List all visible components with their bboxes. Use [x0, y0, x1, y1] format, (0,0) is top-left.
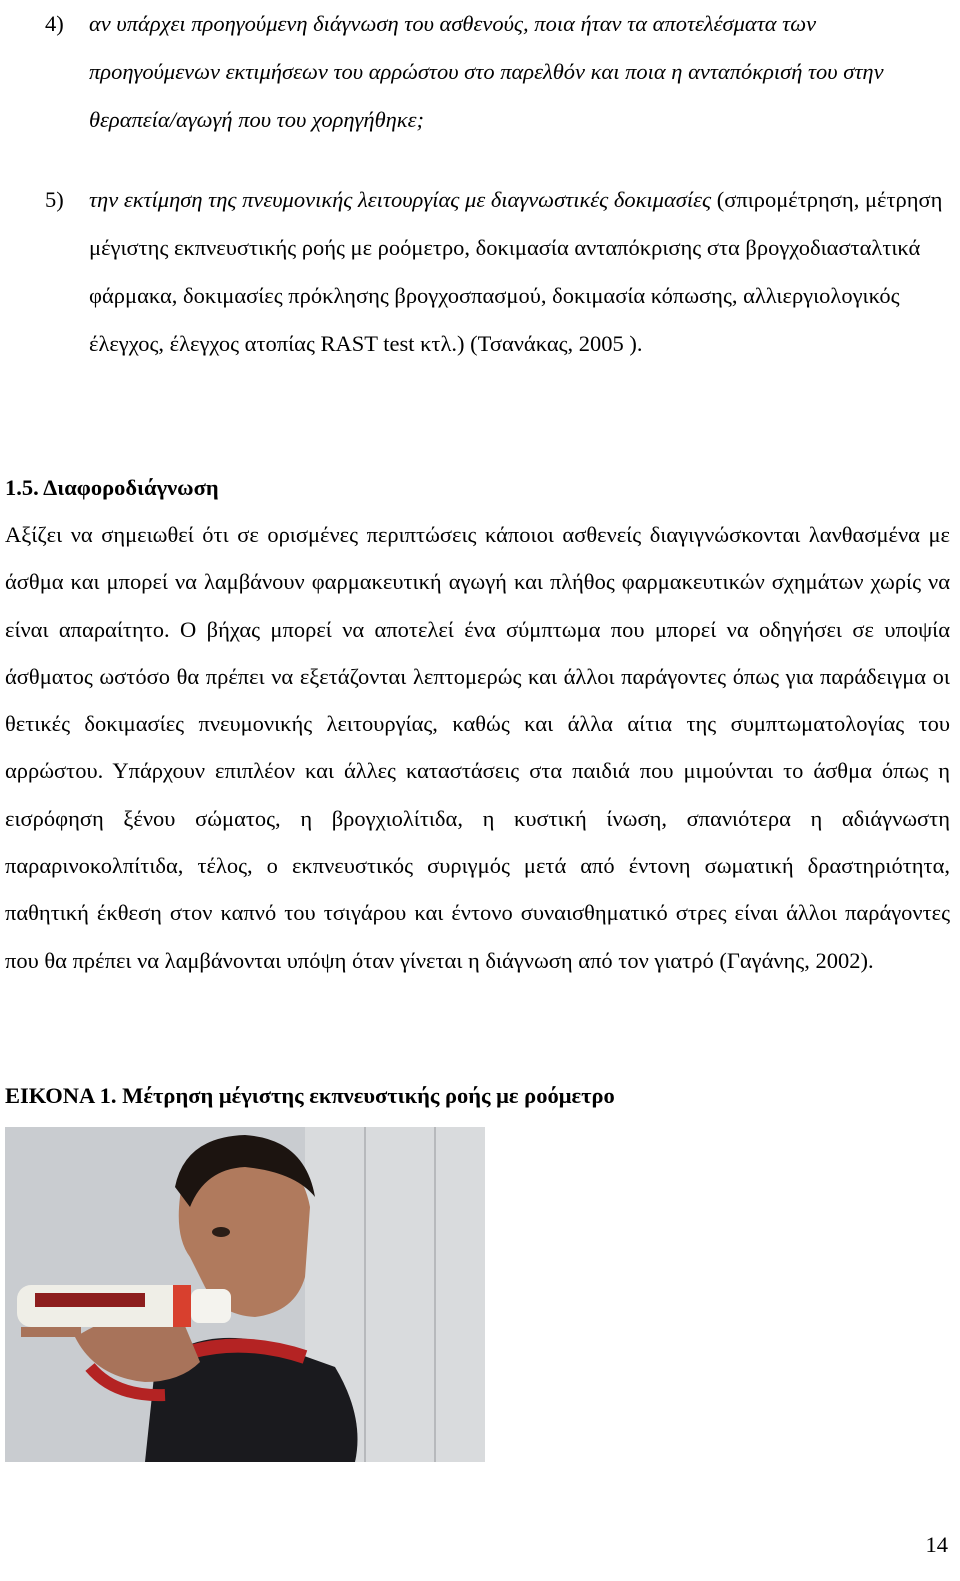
page-number: 14 — [925, 1532, 948, 1557]
figure-caption: ΕΙΚΟΝΑ 1. Μέτρηση μέγιστης εκπνευστικής ροής με ροόμετρο — [5, 1083, 615, 1108]
figure-photo — [5, 1127, 485, 1462]
body-paragraph: Αξίζει να σημειωθεί ότι σε ορισμένες περιπτώσεις κάποιοι ασθενείς διαγιγνώσκονται λανθασμένα με άσθμα και μπορεί να λαμβάνουν φαρμακευτική αγωγή και πλήθος φαρμακευτικών σχημάτων χωρίς να είναι απαραίτητο. Ο βήχας μπορεί να αποτελεί ένα σύμπτωμα που μπορεί να οδηγήσει σε υποψία άσθματος ωστόσο θα πρέπει να εξετάζονται λεπτομερώς και άλλοι παράγοντες όπως για παράδειγμα οι θετικές δοκιμασίες πνευμονικής λειτουργίας, καθώς και άλλα αίτια της συμπτωματολογίας του αρρώστου. Υπάρχουν επιπλέον και άλλες καταστάσεις στα παιδιά που μιμούνται το άσθμα όπως η εισρόφηση ξένου σώματος, η βρογχιολίτιδα, η κυστική ίνωση, σπανιότερα η αδιάγνωστη παραρινοκολπίτιδα, τέλος, ο εκπνευστικός συριγμός μετά από έντονη σωματική δραστηριότητα, παθητική έκθεση στον καπνό του τσιγάρου και έντονο συναισθηματικό στρες είναι άλλοι παράγοντες που θα πρέπει να λαμβάνονται υπόψη όταν γίνεται η διάγνωση από τον γιατρό (Γαγάνης, 2002). — [5, 522, 950, 973]
list-item-text — [89, 176, 950, 368]
list-item-5 — [45, 176, 950, 368]
list-item-italic-text: την εκτίμηση της πνευμονικής λειτουργίας με διαγνωστικές δοκιμασίες — [89, 187, 712, 212]
section-heading: 1.5. Διαφοροδιάγνωση — [5, 475, 219, 500]
list-item-4 — [45, 0, 950, 144]
list-item-number: 5) — [45, 187, 64, 212]
list-item-text — [89, 0, 950, 144]
list-item-number: 4) — [45, 11, 64, 36]
list-item-italic-text: αν υπάρχει προηγούμενη διάγνωση του ασθενούς, ποια ήταν τα αποτελέσματα των προηγούμενων εκτιμήσεων του αρρώστου στο παρελθόν και ποια η ανταπόκρισή του στην θεραπεία/αγωγή που του χορηγήθηκε; — [89, 11, 884, 132]
list-item-normal-text: (σπιρομέτρηση, μέτρηση μέγιστης εκπνευστικής ροής με ροόμετρο, δοκιμασία ανταπόκρισης στα βρογχοδιασταλτικά φάρμακα, δοκιμασίες πρόκλησης βρογχοσπασμού, δοκιμασία κόπωσης, αλλιεργιολογικός έλεγχος, έλεγχος ατοπίας RAST test κτλ.) (Τσανάκας, 2005 ). — [89, 187, 943, 356]
